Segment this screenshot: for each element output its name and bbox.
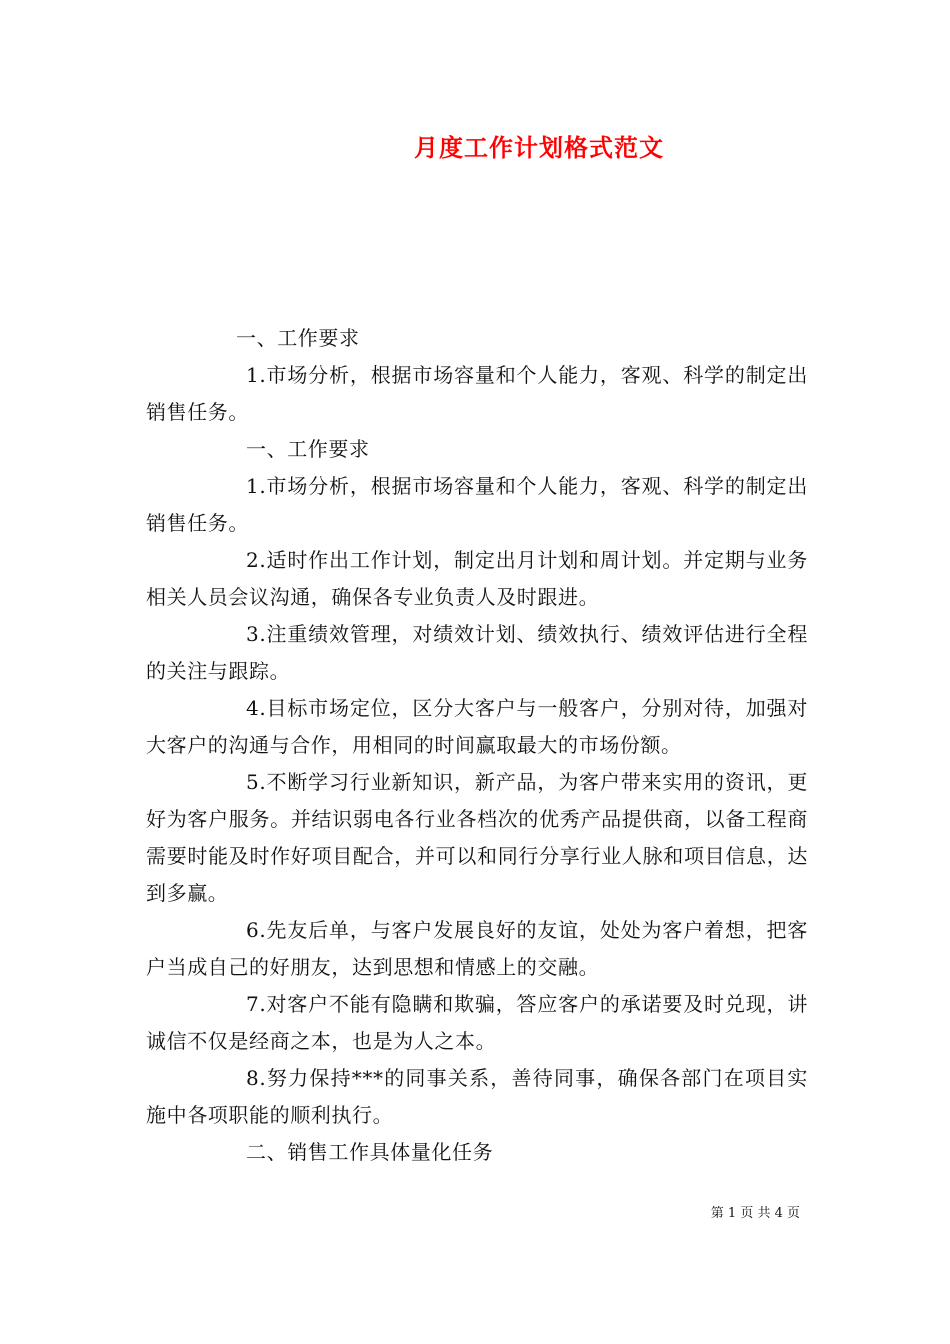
- section-heading: 二、销售工作具体量化任务: [246, 1140, 494, 1164]
- page-title: 月度工作计划格式范文: [414, 133, 664, 162]
- section-heading: 一、工作要求: [236, 326, 360, 350]
- paragraph: 2.适时作出工作计划，制定出月计划和周计划。并定期与业务相关人员会议沟通，确保各专业负责人及时跟进。: [146, 548, 808, 609]
- paragraph: 8.努力保持***的同事关系，善待同事，确保各部门在项目实施中各项职能的顺利执行。: [146, 1066, 808, 1127]
- paragraph: 6.先友后单，与客户发展良好的友谊，处处为客户着想，把客户当成自己的好朋友，达到思想和情感上的交融。: [146, 918, 808, 979]
- paragraph: 1.市场分析，根据市场容量和个人能力，客观、科学的制定出销售任务。: [146, 474, 808, 535]
- paragraph: 5.不断学习行业新知识，新产品，为客户带来实用的资讯，更好为客户服务。并结识弱电各行业各档次的优秀产品提供商，以备工程商需要时能及时作好项目配合，并可以和同行分享行业人脉和项目信息，达到多赢。: [146, 770, 808, 905]
- paragraph: 3.注重绩效管理，对绩效计划、绩效执行、绩效评估进行全程的关注与跟踪。: [146, 622, 808, 683]
- paragraph: 4.目标市场定位，区分大客户与一般客户，分别对待，加强对大客户的沟通与合作，用相同的时间赢取最大的市场份额。: [146, 696, 808, 757]
- paragraph: 7.对客户不能有隐瞒和欺骗，答应客户的承诺要及时兑现，讲诚信不仅是经商之本，也是为人之本。: [146, 992, 808, 1053]
- paragraph: 1.市场分析，根据市场容量和个人能力，客观、科学的制定出销售任务。: [146, 363, 808, 424]
- page-number-footer: 第 1 页 共 4 页: [710, 1206, 800, 1221]
- section-heading: 一、工作要求: [246, 437, 370, 461]
- document-body: [146, 320, 808, 1171]
